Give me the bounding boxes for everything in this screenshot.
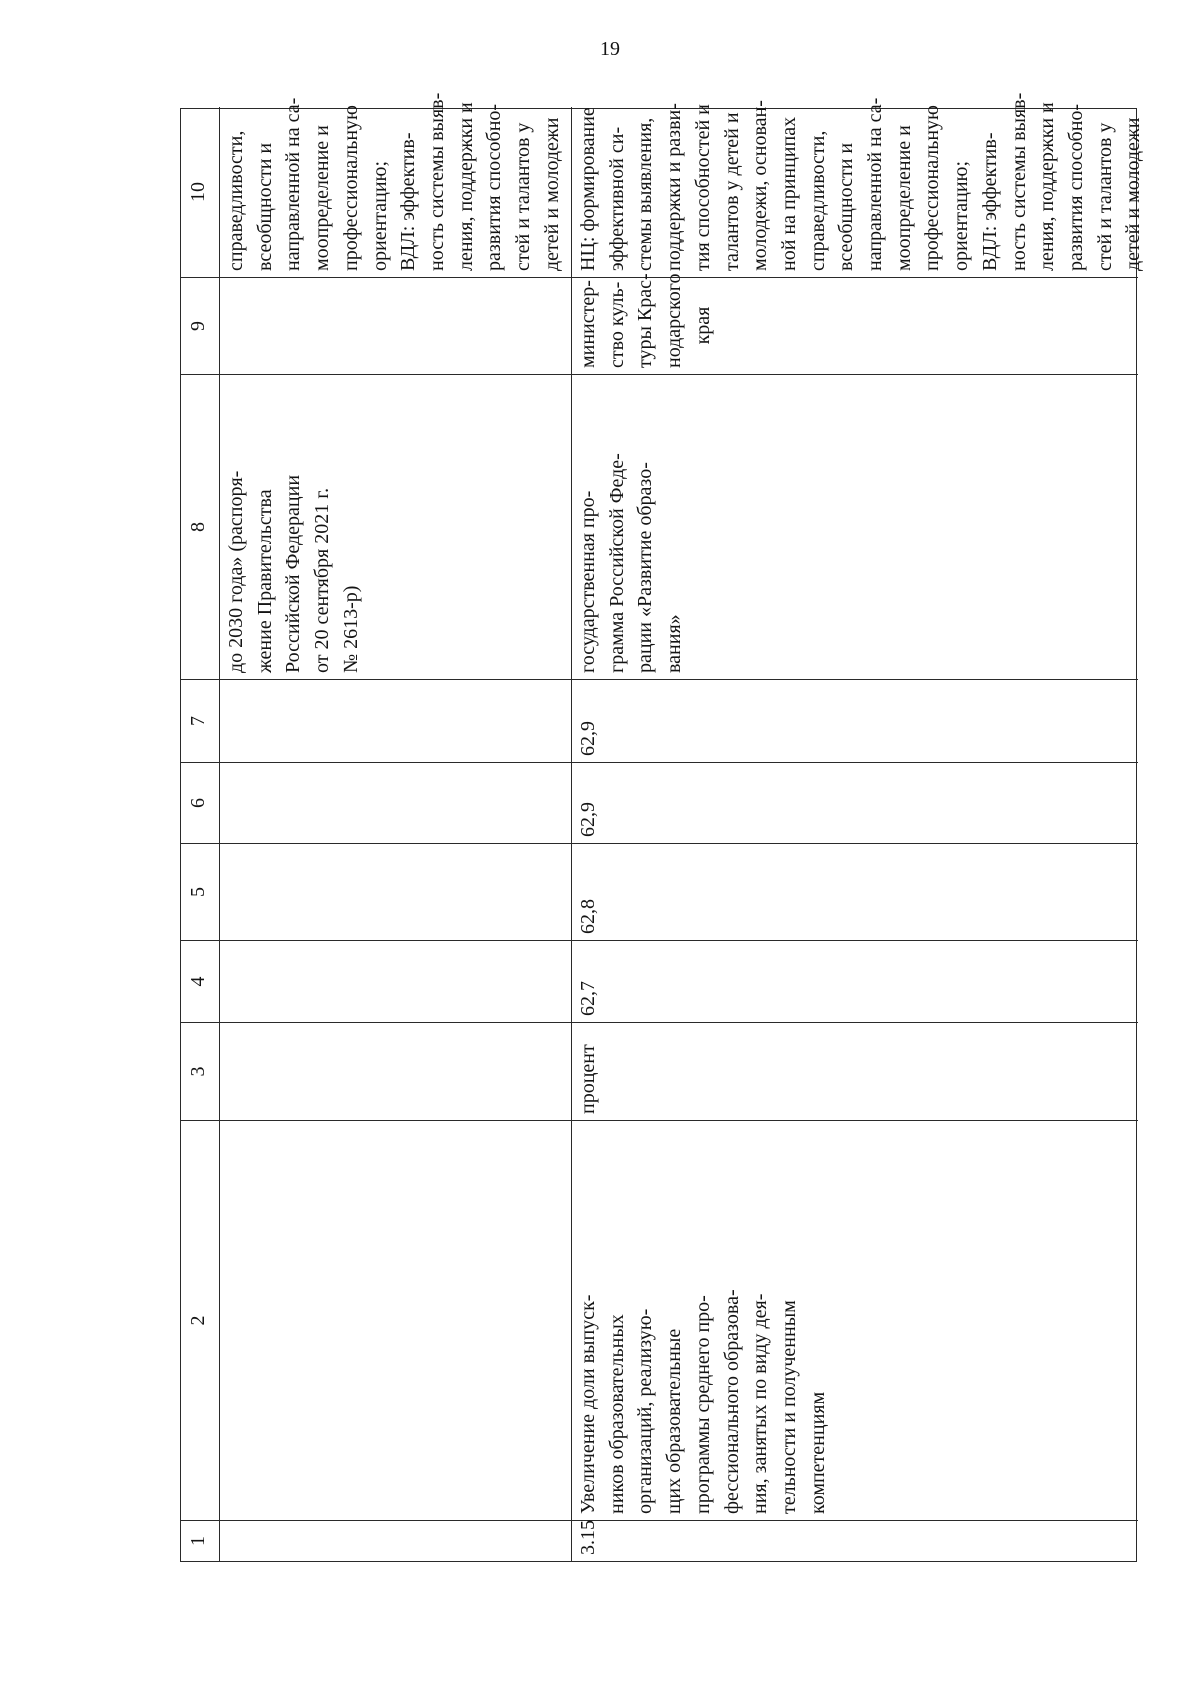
cell-unit: процент [572, 1022, 1138, 1120]
cell-continued-col-4 [220, 940, 571, 1022]
text-line: Увеличение доли выпуск- [577, 1294, 599, 1514]
table-row-3-15 [572, 92, 1145, 1561]
text-line: программы среднего про- [691, 1295, 714, 1514]
text-line: щих образовательные [663, 1328, 686, 1514]
cell-goals-link [572, 92, 1145, 277]
text-line: организаций, реализую- [634, 1308, 657, 1514]
text-line: эффективной си- [605, 126, 628, 271]
page-number: 19 [600, 38, 620, 60]
cell-indicator-name [572, 1120, 1138, 1520]
cell-value-col-4: 62,7 [572, 940, 1138, 1022]
text-line: нодарского [663, 273, 686, 368]
cell-continued-col-7 [220, 679, 571, 762]
text-line: моопределение и [892, 125, 915, 271]
text-line: профессиональную [339, 105, 362, 271]
text-line: тия способностей и [691, 104, 714, 271]
cell-continued-col-8 [220, 374, 571, 679]
text-line: моопределение и [311, 125, 334, 271]
text-line: НЦ: формирование [577, 107, 599, 271]
text-line: ной на принципах [777, 116, 800, 271]
header-col-3: 3 [181, 1022, 219, 1120]
indicators-table [180, 92, 1145, 1562]
cell-continued-col-9 [220, 277, 571, 374]
text-line: развития способно- [1064, 103, 1087, 271]
text-line: стемы выявления, [634, 117, 657, 271]
table-row-continued [220, 92, 572, 1561]
cell-continued-col-10 [220, 92, 571, 277]
text-line: ления, поддержки и [454, 102, 477, 271]
text-line: рации «Развитие образо- [634, 462, 657, 673]
text-line: талантов у детей и [720, 112, 743, 271]
text-line: министер- [577, 280, 599, 368]
text-line: тельности и полученным [777, 1300, 800, 1514]
text-line: жение Правительства [253, 489, 276, 673]
cell-value-col-7: 62,9 [572, 679, 1138, 762]
text-line: края [691, 306, 714, 345]
text-line: фессионального образова- [720, 1289, 743, 1514]
cell-continued-col-3 [220, 1022, 571, 1120]
cell-continued-col-1 [220, 1520, 571, 1561]
text-line: направленной на са- [864, 97, 887, 271]
text-line: компетенциям [806, 1391, 829, 1514]
text-line: справедливости, [225, 130, 247, 271]
text-line: ство куль- [605, 281, 628, 368]
cell-row-number: 3.15 [572, 1520, 1138, 1561]
text-line: всеобщности и [835, 142, 858, 271]
header-col-10: 10 [187, 182, 209, 202]
text-line: до 2030 года» (распоря- [225, 470, 247, 673]
header-col-7: 7 [181, 679, 219, 762]
header-col-2: 2 [181, 1120, 219, 1520]
text-line: ориентацию; [368, 160, 391, 271]
text-line: детей и молодежи [1122, 117, 1145, 271]
text-line: ность системы выяв- [425, 92, 448, 271]
header-col-4: 4 [181, 940, 219, 1022]
text-line: стей и талантов у [1093, 122, 1116, 271]
text-line: профессиональную [921, 105, 944, 271]
header-col-1: 1 [181, 1520, 219, 1561]
text-line: поддержки и разви- [663, 103, 686, 271]
header-col-9: 9 [181, 277, 219, 374]
text-line: молодежи, основан- [749, 100, 772, 271]
header-col-5: 5 [181, 843, 219, 940]
text-line: ориентацию; [950, 160, 973, 271]
cell-continued-col-6 [220, 762, 571, 843]
header-col-8: 8 [181, 374, 219, 679]
cell-value-col-5: 62,8 [572, 843, 1138, 940]
text-line: от 20 сентября 2021 г. [311, 487, 334, 673]
text-line: ность системы выяв- [1007, 92, 1030, 271]
cell-source-document [572, 374, 1138, 679]
text-line: детей и молодежи [540, 117, 563, 271]
text-line: всеобщности и [253, 142, 276, 271]
cell-continued-col-5 [220, 843, 571, 940]
text-line: ления, поддержки и [1036, 102, 1059, 271]
text-line: государственная про- [577, 490, 599, 673]
text-line: ВДЛ: эффектив- [397, 132, 420, 271]
text-line: стей и талантов у [512, 122, 535, 271]
text-line: ния, занятых по виду дея- [749, 1293, 772, 1514]
text-line: грамма Российской Феде- [605, 453, 628, 673]
cell-continued-col-2 [220, 1120, 571, 1520]
text-line: ников образовательных [605, 1314, 628, 1514]
table-header-row [181, 107, 220, 1561]
text-line: Российской Федерации [282, 474, 305, 673]
text-line: развития способно- [483, 103, 506, 271]
cell-value-col-6: 62,9 [572, 762, 1138, 843]
text-line: вания» [663, 614, 686, 673]
text-line: ВДЛ: эффектив- [978, 132, 1001, 271]
text-line: № 2613-р) [339, 585, 362, 673]
text-line: справедливости, [806, 130, 829, 271]
cell-responsible-body [572, 273, 1138, 374]
header-col-6: 6 [181, 762, 219, 843]
text-line: направленной на са- [282, 97, 305, 271]
text-line: туры Крас- [634, 273, 657, 368]
rotated-table-frame [180, 92, 1145, 1562]
